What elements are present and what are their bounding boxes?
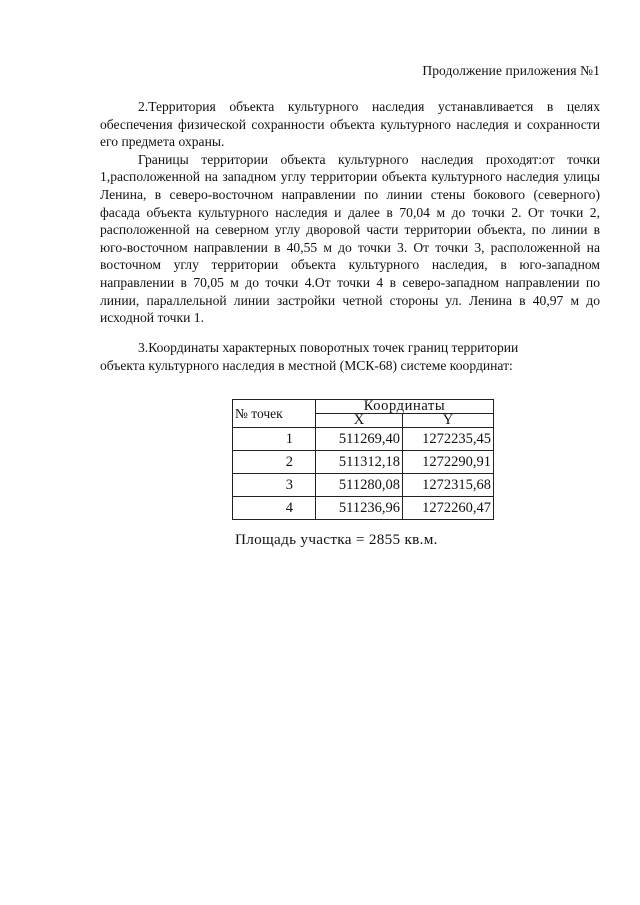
coord-x: 511236,96 xyxy=(316,497,403,520)
coord-y: 1272290,91 xyxy=(403,451,494,474)
header-point-number: № точек xyxy=(233,400,316,428)
coord-x: 511269,40 xyxy=(316,428,403,451)
section-3-line-1: 3.Координаты характерных поворотных точек границ территории xyxy=(138,340,519,355)
point-number: 2 xyxy=(233,451,316,474)
section-3-line-2: объекта культурного наследия в местной (МСК-68) системе координат: xyxy=(100,357,513,373)
header-coordinates: Координаты xyxy=(316,400,494,414)
point-number: 3 xyxy=(233,474,316,497)
coord-y: 1272260,47 xyxy=(403,497,494,520)
table-row xyxy=(233,428,494,451)
coord-x: 511312,18 xyxy=(316,451,403,474)
coord-x: 511280,08 xyxy=(316,474,403,497)
section-2-paragraph-1: 2.Территория объекта культурного наследия устанавливается в целях обеспечения физической сохранности объекта культурного наследия и сохранности его предмета охраны. xyxy=(100,99,600,150)
table-row xyxy=(233,497,494,520)
coord-y: 1272315,68 xyxy=(403,474,494,497)
section-2 xyxy=(100,98,600,327)
table-row xyxy=(233,451,494,474)
section-2-paragraph-2: Границы территории объекта культурного наследия проходят:от точки 1,расположенной на западном углу территории объекта культурного наследия улицы Ленина, в северо-восточном направлении по линии стены бокового (северного) фасада объекта культурного наследия и далее в 70,04 м до точки 2. От точки 2, расположенной на северном углу дворовой части территории объекта, по линии в юго-восточном направлении в 40,55 м до точки 3. От точки 3, расположенной на восточном углу территории объекта культурного наследия, в юго-западном направлении в 70,05 м до точки 4.От точки 4 в северо-западном направлении по линии, параллельной линии застройки четной стороны ул. Ленина в 40,97 м до исходной точки 1. xyxy=(100,151,600,326)
coordinates-table xyxy=(232,399,494,520)
header-y: Y xyxy=(403,414,494,428)
coord-y: 1272235,45 xyxy=(403,428,494,451)
point-number: 4 xyxy=(233,497,316,520)
section-3-heading xyxy=(100,339,600,374)
point-number: 1 xyxy=(233,428,316,451)
appendix-header: Продолжение приложения №1 xyxy=(422,63,600,78)
header-x: X xyxy=(316,414,403,428)
plot-area: Площадь участка = 2855 кв.м. xyxy=(235,531,438,548)
table-row xyxy=(233,474,494,497)
